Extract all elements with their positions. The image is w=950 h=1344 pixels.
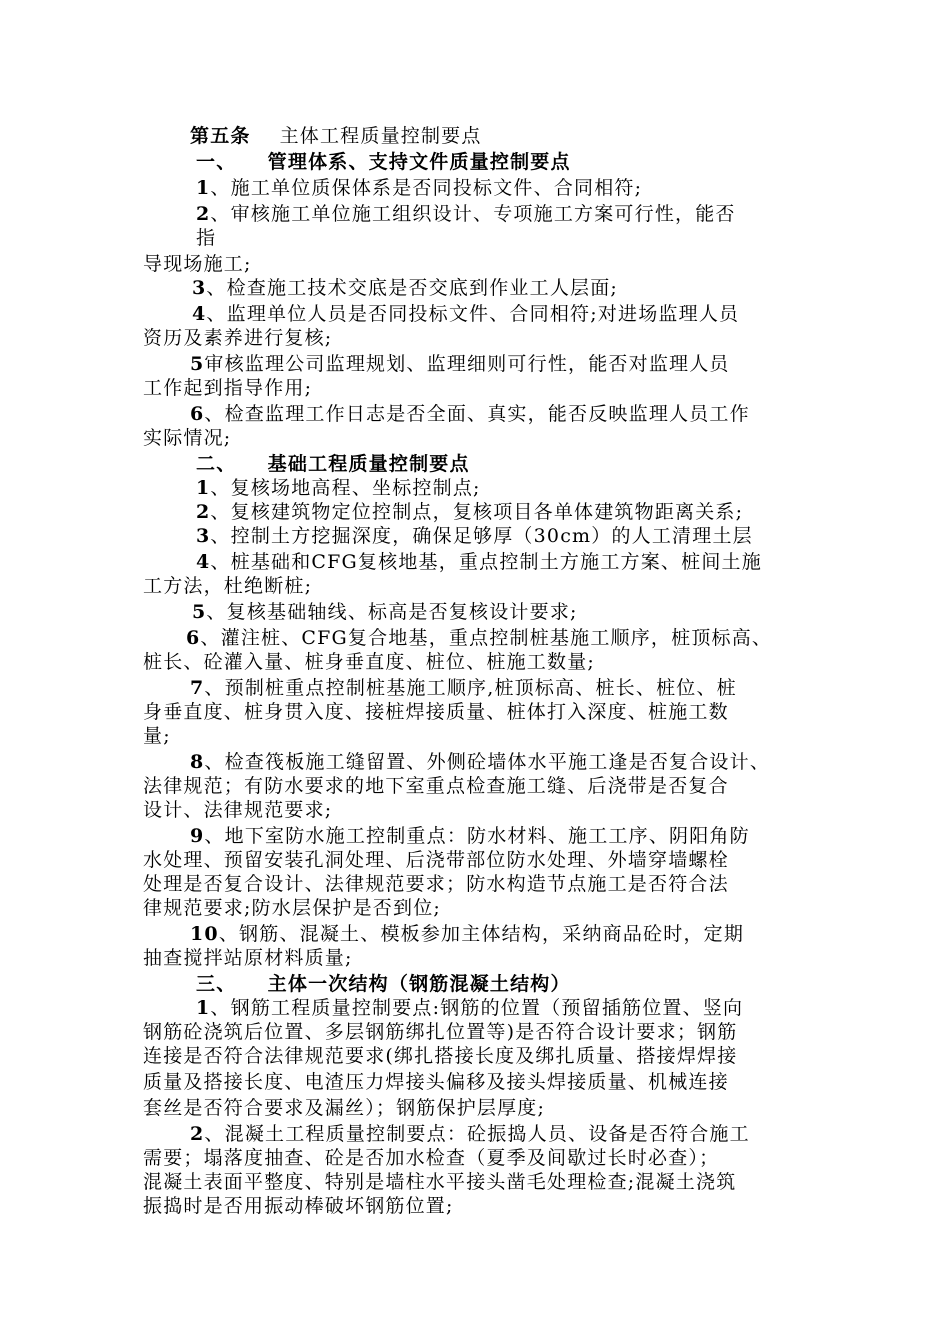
- list-item: 8、检查筏板施工缝留置、外侧砼墙体水平施工逢是否复合设计、: [190, 751, 771, 773]
- list-item: 1、复核场地高程、坐标控制点;: [196, 477, 481, 499]
- list-item-continuation: 导现场施工;: [143, 253, 252, 275]
- list-item-continuation: 桩长、砼灌入量、桩身垂直度、桩位、桩施工数量;: [143, 651, 596, 673]
- list-item: 4、监理单位人员是否同投标文件、合同相符;对进场监理人员: [192, 303, 740, 325]
- article-label: 第五条: [190, 125, 251, 147]
- list-item-continuation: 抽查搅拌站原材料质量;: [143, 947, 353, 969]
- list-item-continuation: 需要；塌落度抽查、砼是否加水检查（夏季及间歇过长时必查）；: [143, 1147, 720, 1169]
- section-heading: 三、 主体一次结构（钢筋混凝土结构）: [196, 973, 571, 995]
- list-item-continuation: 处理是否复合设计、法律规范要求；防水构造节点施工是否符合法: [143, 873, 729, 895]
- list-item: 2、审核施工单位施工组织设计、专项施工方案可行性，能否: [196, 203, 736, 225]
- list-item: 9、地下室防水施工控制重点：防水材料、施工工序、阴阳角防: [190, 825, 750, 847]
- list-item-continuation: 工方法，杜绝断桩;: [143, 575, 313, 597]
- list-item: 5、复核基础轴线、标高是否复核设计要求;: [192, 601, 578, 623]
- section-heading: 一、 管理体系、支持文件质量控制要点: [196, 151, 571, 173]
- list-item: 1、施工单位质保体系是否同投标文件、合同相符;: [196, 177, 643, 199]
- list-item: 4、桩基础和CFG复核地基，重点控制土方施工方案、桩间土施: [196, 551, 762, 573]
- list-item-continuation: 混凝土表面平整度、特别是墙柱水平接头凿毛处理检查;混凝土浇筑: [143, 1171, 737, 1193]
- list-item: 7、预制桩重点控制桩基施工顺序,桩顶标高、桩长、桩位、桩: [190, 677, 737, 699]
- list-item: 2、混凝土工程质量控制要点：砼振捣人员、设备是否符合施工: [190, 1123, 750, 1145]
- list-item: 1、钢筋工程质量控制要点:钢筋的位置（预留插筋位置、竖向: [196, 997, 744, 1019]
- list-item-continuation: 振捣时是否用振动棒破坏钢筋位置;: [143, 1195, 454, 1217]
- list-item: 2、复核建筑物定位控制点，复核项目各单体建筑物距离关系;: [196, 501, 744, 523]
- list-item: 6、灌注桩、CFG复合地基，重点控制桩基施工顺序，桩顶标高、: [186, 627, 773, 649]
- list-item-continuation: 实际情况;: [143, 427, 232, 449]
- article-title: 主体工程质量控制要点: [279, 125, 482, 147]
- list-item-continuation: 钢筋砼浇筑后位置、多层钢筋绑扎位置等)是否符合设计要求；钢筋: [143, 1021, 738, 1043]
- list-item-continuation: 法律规范；有防水要求的地下室重点检查施工缝、后浇带是否复合: [143, 775, 729, 797]
- list-item-continuation: 律规范要求;防水层保护是否到位;: [143, 897, 442, 919]
- list-item-continuation: 设计、法律规范要求;: [143, 799, 333, 821]
- list-item-continuation: 连接是否符合法律规范要求(绑扎搭接长度及绑扎质量、搭接焊焊接: [143, 1045, 738, 1067]
- list-item: 10、钢筋、混凝土、模板参加主体结构，采纳商品砼时，定期: [190, 923, 745, 945]
- list-item-continuation: 身垂直度、桩身贯入度、接桩焊接质量、桩体打入深度、桩施工数: [143, 701, 729, 723]
- list-item-continuation: 套丝是否符合要求及漏丝）；钢筋保护层厚度;: [143, 1097, 546, 1119]
- list-item: 6、检查监理工作日志是否全面、真实，能否反映监理人员工作: [190, 403, 750, 425]
- list-item-continuation: 水处理、预留安装孔洞处理、后浇带部位防水处理、外墙穿墙螺栓: [143, 849, 729, 871]
- list-item: 3、检查施工技术交底是否交底到作业工人层面;: [192, 277, 619, 299]
- list-item-continuation: 工作起到指导作用;: [143, 377, 313, 399]
- article-heading: [190, 124, 482, 148]
- list-item-continuation: 指: [196, 227, 217, 249]
- list-item: 5审核监理公司监理规划、监理细则可行性，能否对监理人员: [190, 353, 730, 375]
- list-item-continuation: 质量及搭接长度、电渣压力焊接头偏移及接头焊接质量、机械连接: [143, 1071, 729, 1093]
- list-item: 3、控制土方挖掘深度，确保足够厚（30cm）的人工清理土层: [196, 525, 753, 547]
- list-item-continuation: 量;: [143, 725, 171, 747]
- section-heading: 二、 基础工程质量控制要点: [196, 453, 470, 475]
- list-item-continuation: 资历及素养进行复核;: [143, 327, 333, 349]
